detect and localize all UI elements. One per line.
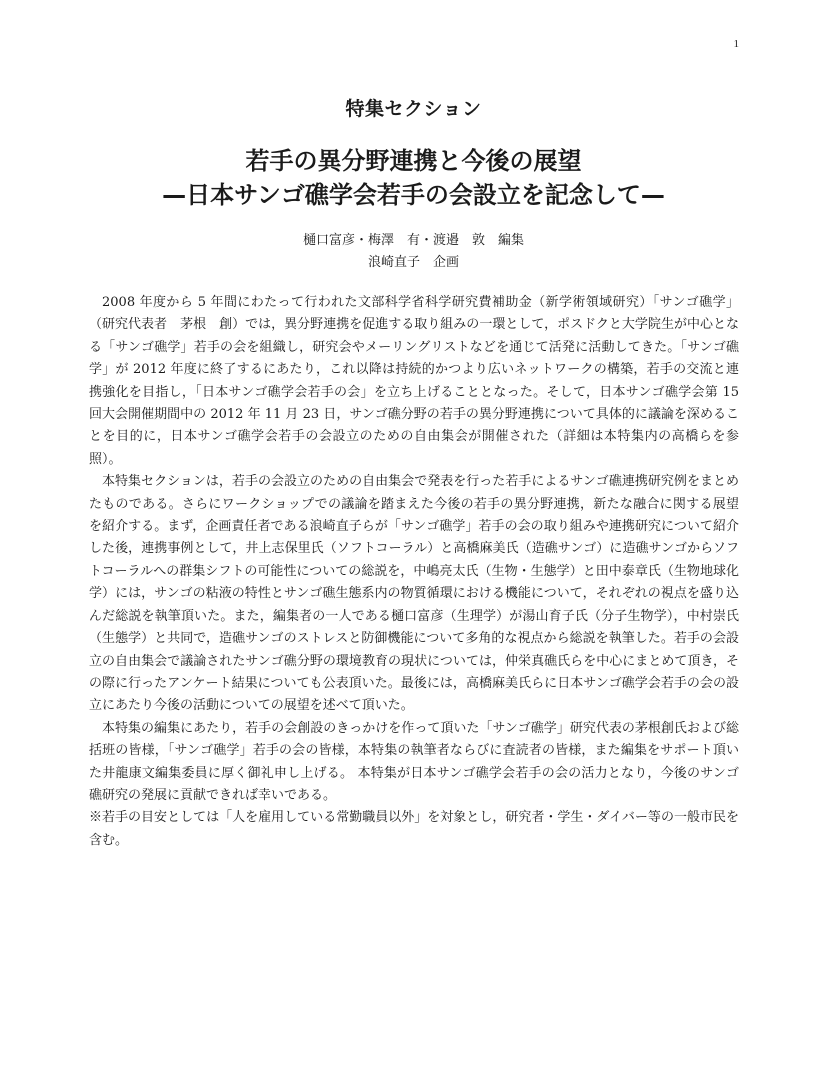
title-line-main: 若手の異分野連携と今後の展望 — [245, 147, 582, 175]
article-title — [0, 144, 827, 212]
editors-line: 樋口富彦・梅澤 有・渡邉 敦 編集 — [302, 233, 524, 248]
planner-line: 浪崎直子 企画 — [367, 255, 459, 270]
paragraph-contents: 本特集セクションは，若手の会設立のための自由集会で発表を行った若手によるサンゴ礁連携研究例をまとめたものである。さらにワークショップでの議論を踏まえた今後の若手の異分野連携，新たな融合に関する展望を紹介する。まず，企画責任者である浪崎直子らが「サンゴ礁学」若手の会の取り組みや連携研究について紹介した後，連携事例として，井上志保里氏（ソフトコーラル）と高橋麻美氏（造礁サンゴ）に造礁サンゴからソフトコーラルへの群集シフトの可能性についての総説を，中嶋亮太氏（生物・生態学）と田中泰章氏（生物地球化学）には，サンゴの粘液の特性とサンゴ礁生態系内の物質循環における機能について，それぞれの視点を盛り込んだ総説を執筆頂いた。また，編集者の一人である樋口富彦（生理学）が湯山育子氏（分子生物学），中村崇氏（生態学）と共同で，造礁サンゴのストレスと防御機能について多角的な視点から総説を執筆した。若手の会設立の自由集会で議論されたサンゴ礁分野の環境教育の現状については，仲栄真礁氏らを中心にまとめて頂き，その際に行ったアンケート結果についても公表頂いた。最後には，高橋麻美氏らに日本サンゴ礁学会若手の会の設立にあたり今後の活動についての展望を述べて頂いた。 — [89, 474, 739, 714]
paragraph-footnote: ※若手の目安としては「人を雇用している常勤職員以外」を対象とし，研究者・学生・ダイバー等の一般市民を含む。 — [89, 810, 739, 848]
body-text — [89, 292, 739, 852]
byline — [0, 230, 827, 274]
paragraph-intro: 2008 年度から 5 年間にわたって行われた文部科学省科学研究費補助金（新学術領域研究）「サンゴ礁学」（研究代表者 茅根 創）では，異分野連携を促進する取り組みの一環として，ポスドクと大学院生が中心となる「サンゴ礁学」若手の会を組織し，研究会やメーリングリストなどを通じて活発に活動してきた。「サンゴ礁学」が 2012 年度に終了するにあたり，これ以降は持続的かつより広いネットワークの構築，若手の交流と連携強化を目指し，「日本サンゴ礁学会若手の会」を立ち上げることとなった。そして，日本サンゴ礁学会第 15 回大会開催期間中の 2012 年 11 月 23 日，サンゴ礁分野の若手の異分野連携について具体的に議論を深めることを目的に，日本サンゴ礁学会若手の会設立のための自由集会が開催された（詳細は本特集内の高橋らを参照）。 — [89, 295, 739, 467]
section-label: 特集セクション — [345, 98, 482, 120]
paragraph-acknowledgements: 本特集の編集にあたり，若手の会創設のきっかけを作って頂いた「サンゴ礁学」研究代表の茅根創氏および総括班の皆様，「サンゴ礁学」若手の会の皆様，本特集の執筆者ならびに査読者の皆様，また編集をサポート頂いた井龍康文編集委員に厚く御礼申し上げる。 本特集が日本サンゴ礁学会若手の会の活力となり，今後のサンゴ礁研究の発展に貢献できれば幸いである。 — [89, 720, 739, 803]
title-line-subtitle: —日本サンゴ礁学会若手の会設立を記念して— — [162, 181, 665, 209]
page-number: 1 — [733, 38, 739, 50]
